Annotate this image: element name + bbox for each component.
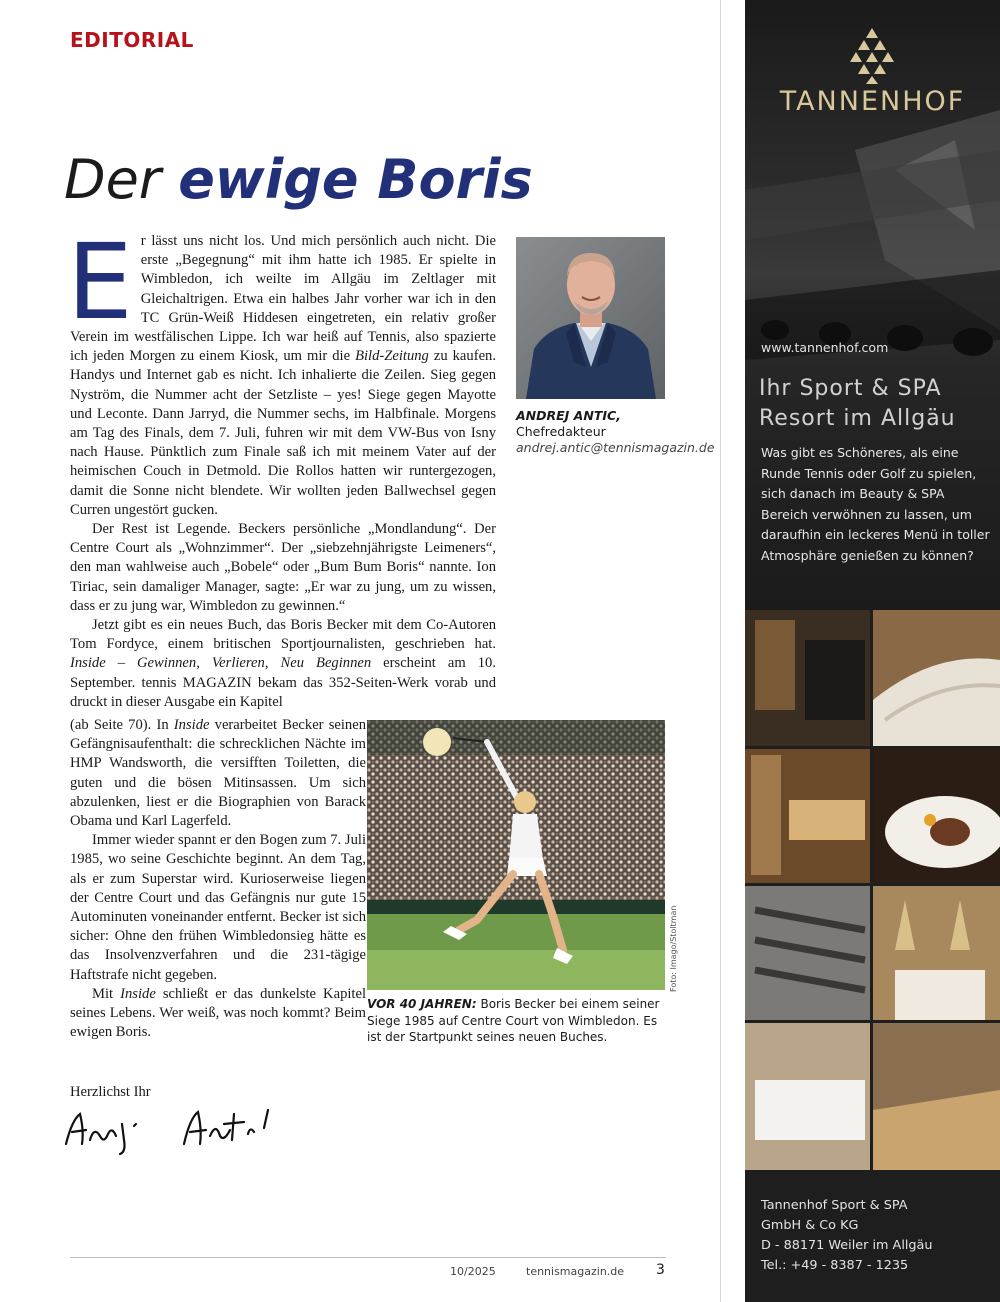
page-gutter [720,0,746,1302]
article-paragraph-1: Er lässt uns nicht los. Und mich persönlich auch nicht. Die erste „Begegnung“ mit ihm hatte ich 1985. Er spielte in Wimbledon, ich weilte im Allgäu im Zeltlager mit Gleichaltrigen. Etwa ein halbes Jahr vorher war ich in den TC Grün-Weiß Hiddesen eingetreten, ein relativ großer Verein im westfälischen Lippe. Ich war heiß auf Tennis, also spazierte ich jeden Morgen zu einem Kiosk, um mir die Bild-Zeitung zu kaufen. Handys und Internet gab es nicht. Ich inhalierte die Zeilen. Sieg gegen Nyström, die Nummer acht der Setzliste – yes! Siege gegen Mayotte und Leconte. Dann Jarryd, die Nummer sechs, im Halbfinale. Morgens am Tag des Finals, dem 7. Juli, fuhren wir mit dem VW-Bus von Isny nach Hause. Pünktlich zum Finale saß ich mit meinem Vater auf der heimischen Couch in Detmold. Die Rollos hatten wir runtergezogen, damit die Sonne nicht blendete. Wir wollten jeden Ballwechsel gegen Curren ungestört gucken. [67,221,496,518]
tannenhof-ad [745,0,1000,1302]
drop-cap: E [67,221,133,343]
author-name: ANDREJ ANTIC, [516,408,621,423]
footer-issue: 10/2025 [450,1265,496,1278]
tennis-photo [367,720,665,990]
ad-brand: TANNENHOF [779,86,966,117]
signature [64,1100,304,1156]
ad-slogan: Ihr Sport & SPA Resort im Allgäu [759,376,956,431]
ad-contact: Tannenhof Sport & SPA GmbH & Co KG D - 88171 Weiler im Allgäu Tel.: +49 - 8387 - 1235 [761,1198,933,1273]
ad-url[interactable]: www.tannenhof.com [761,340,889,355]
ad-photo-mosaic [745,610,1000,1170]
article-paragraph-3-cont: (ab Seite 70). In Inside verarbeitet Becker seinen Gefängnisaufenthalt: die schrecklichen Nächte im HMP Wandsworth, die versifften Toiletten, die guten und die bösen Mitinsassen. Um sich abzulenken, liest er die Biographien von Barack Obama und Karl Lagerfeld. [70,717,366,830]
headline [64,148,533,212]
section-label: EDITORIAL [70,28,194,52]
photo-caption: VOR 40 JAHREN: Boris Becker bei einem seiner Siege 1985 auf Centre Court von Wimbledon. Es ist der Startpunkt seines neuen Buches. [367,997,660,1044]
article-body-top [67,221,496,712]
footer-site: tennismagazin.de [526,1265,625,1278]
author-role: Chefredakteur [516,424,606,439]
article-paragraph-3: Jetzt gibt es ein neues Buch, das Boris Becker mit dem Co-Autoren Tom Fordyce, einem britischen Sportjournalisten, geschrieben hat. Inside – Gewinnen, Verlieren, Neu Beginnen erscheint am 10. September. tennis MAGAZIN bekam das 352-Seiten-Werk vorab und druckt in dieser Ausgabe ein Kapitel [70,617,496,710]
article-paragraph-5: Mit Inside schließt er das dunkelste Kapitel seines Lebens. Wer weiß, was noch kommt? Beim ewigen Boris. [70,985,367,1041]
page-number: 3 [656,1262,665,1278]
footer-rule [70,1257,666,1258]
headline-bold: ewige Boris [178,148,533,211]
article-paragraph-4: Immer wieder spannt er den Bogen zum 7. Juli 1985, wo seine Geschichte beginnt. An dem Tag, als er zum Superstar wird. Kurioserweise liegen der Centre Court und das Gefängnis nur gute 15 Autominuten voneinander entfernt. Becker ist sich sicher: Ohne den frühen Wimbledonsieg hätte es das Insolvenzverfahren und die 231-tägige Haftstrafe nicht gegeben. [70,832,366,983]
author-portrait [516,237,665,399]
author-email[interactable]: andrej.antic@tennismagazin.de [516,440,715,455]
headline-light: Der [64,148,162,211]
ad-copy: Was gibt es Schöneres, als eine Runde Tennis oder Golf zu spielen, sich danach im Beauty & SPA Bereich verwöhnen zu lassen, um daraufhin ein leckeres Menü in toller Atmosphäre genießen zu können? [761,445,990,563]
photo-credit: Foto: Imago/Stoltman [669,905,678,992]
pinecone-logo-icon [850,28,894,84]
article-paragraph-2: Der Rest ist Legende. Beckers persönliche „Mondlandung“. Der Centre Court als „Wohnzimmer“. Der „siebzehnjährigste Leimeners“, den man wahlweise auch „Bobele“ oder „Bum Bum Boris“ nannte. Ion Tiriac, sein damaliger Manager, sagte: „Er war zu jung, um zu wissen, dass er zu jung war, Wimbledon zu gewinnen.“ [70,521,496,614]
closing-line: Herzlichst Ihr [70,1084,151,1100]
article-body-bottom [70,716,366,1042]
